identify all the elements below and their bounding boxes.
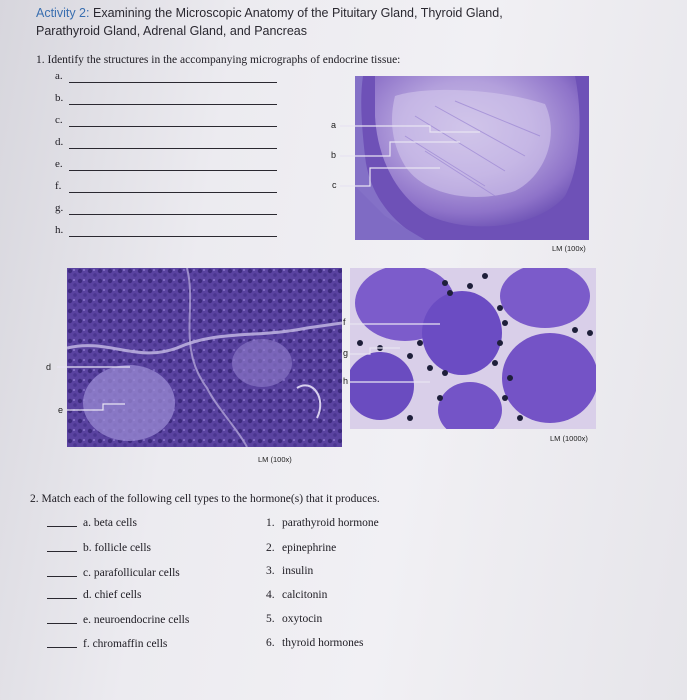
label-b: b	[331, 150, 337, 160]
label-d: d	[46, 362, 52, 372]
answer-blank-h[interactable]	[55, 224, 69, 240]
answer-blank-f[interactable]	[55, 180, 69, 196]
answer-blank-d[interactable]	[55, 136, 69, 152]
hormone-6: 6. thyroid hormones	[266, 637, 364, 649]
label-h: h	[343, 376, 349, 386]
micrograph-2-leader-lines	[55, 360, 135, 420]
activity-title	[36, 4, 596, 40]
answer-blank-c[interactable]	[55, 114, 69, 130]
hormone-1: 1. parathyroid hormone	[266, 517, 379, 529]
blank-label: c.	[55, 114, 63, 126]
label-c: c	[332, 180, 337, 190]
hormone-5: 5. oxytocin	[266, 613, 323, 625]
micrograph-1-leader-lines	[330, 118, 490, 198]
match-row-parafollicular-cells[interactable]	[47, 567, 180, 579]
question-1-prompt: 1. Identify the structures in the accompanying micrographs of endocrine tissue:	[36, 54, 401, 66]
cell-type: c. parafollicular cells	[83, 567, 180, 579]
micrograph-3-leader-lines	[340, 318, 450, 388]
answer-blank-g[interactable]	[55, 202, 69, 218]
question-2-prompt: 2. Match each of the following cell types to the hormone(s) that it produces.	[30, 493, 380, 505]
cell-type: b. follicle cells	[83, 542, 152, 554]
label-a: a	[331, 120, 337, 130]
blank-label: d.	[55, 136, 64, 148]
label-f: f	[343, 317, 346, 327]
answer-blank-b[interactable]	[55, 92, 69, 108]
hormone-4: 4. calcitonin	[266, 589, 328, 601]
hormone-2: 2. epinephrine	[266, 542, 337, 554]
title-line-2: Parathyroid Gland, Adrenal Gland, and Pancreas	[36, 24, 308, 38]
match-row-beta-cells[interactable]	[47, 517, 137, 529]
micrograph-3-caption: LM (1000x)	[550, 434, 588, 443]
micrograph-1-caption: LM (100x)	[552, 244, 586, 253]
activity-label: Activity 2:	[36, 6, 90, 20]
blank-label: h.	[55, 224, 64, 236]
micrograph-2-caption: LM (100x)	[258, 455, 292, 464]
hormone-3: 3. insulin	[266, 565, 314, 577]
cell-type: d. chief cells	[83, 589, 142, 601]
cell-type: a. beta cells	[83, 517, 137, 529]
title-line-1: Examining the Microscopic Anatomy of the Pituitary Gland, Thyroid Gland,	[92, 6, 503, 20]
micrograph-pancreas	[67, 268, 342, 447]
answer-blank-e[interactable]	[55, 158, 69, 174]
label-g: g	[343, 348, 349, 358]
answer-blank-a[interactable]	[55, 70, 69, 86]
label-e: e	[58, 405, 64, 415]
match-row-chromaffin-cells[interactable]	[47, 638, 167, 650]
match-row-neuroendocrine-cells[interactable]	[47, 614, 189, 626]
match-row-chief-cells[interactable]	[47, 589, 141, 601]
blank-label: f.	[55, 180, 62, 192]
blank-label: b.	[55, 92, 64, 104]
match-row-follicle-cells[interactable]	[47, 542, 151, 554]
cell-type: f. chromaffin cells	[83, 638, 168, 650]
cell-type: e. neuroendocrine cells	[83, 614, 190, 626]
blank-label: a.	[55, 70, 63, 82]
blank-label: e.	[55, 158, 63, 170]
blank-label: g.	[55, 202, 64, 214]
